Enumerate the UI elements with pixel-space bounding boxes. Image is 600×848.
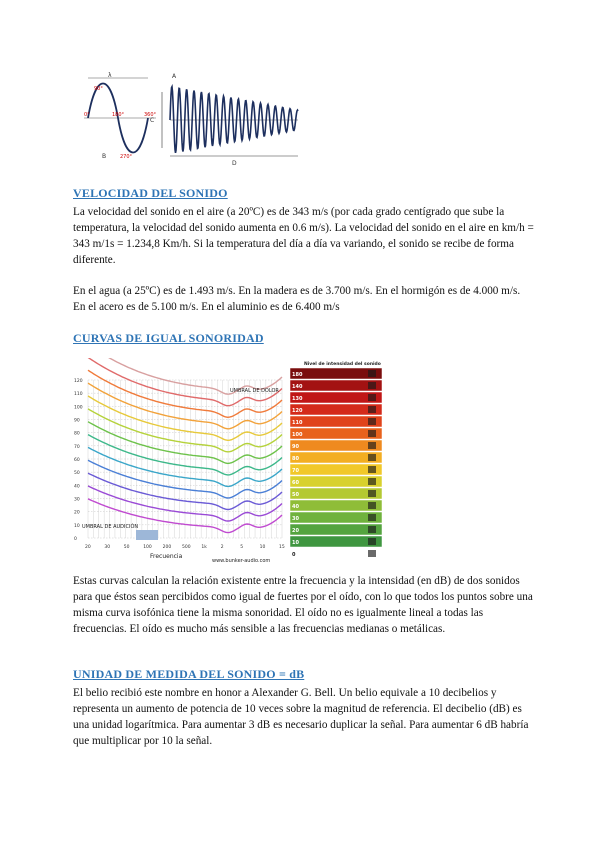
db-row-icon [368,526,376,533]
y-tick-label: 50 [74,471,80,477]
x-tick-label: 100 [143,545,152,550]
wave-label-c: C [150,117,155,124]
db-row-icon [368,370,376,377]
db-row-value: 20 [292,528,299,534]
x-tick-label: 15 [279,545,285,550]
db-row-value: 30 [292,516,299,522]
y-tick-label: 120 [74,379,83,384]
paragraph-curves: Estas curvas calculan la relación existente entre la frecuencia y la intensidad (en dB) de dos sonidos para que éstos sean percibidos como igual de fuertes por el oído, con lo que todos los puntos sobre una misma curva isofónica tiene la misma sonoridad. El oído no es igualmente lineal a todas las frecuencias. El oído es mucho más sensible a las frecuencias medianas o metálicas. [73,575,533,635]
y-tick-label: 100 [74,405,83,411]
y-tick-label: 110 [74,392,83,398]
wave-label-90: 90° [94,86,103,92]
db-row-icon [368,514,376,521]
db-row-icon [368,430,376,437]
wave-label-d: D [232,160,237,167]
db-row-value: 40 [292,504,299,510]
db-row-value: 0 [292,552,296,558]
x-tick-label: 50 [123,545,130,550]
x-tick-label: 200 [162,545,172,550]
audio-logo [136,530,158,540]
db-row-icon [368,490,376,497]
section-heading-curves: CURVAS DE IGUAL SONORIDAD [73,331,264,345]
db-row-icon [368,478,376,485]
y-tick-label: 70 [74,444,80,450]
db-row-value: 100 [292,432,303,438]
wave-label-0: 0° [84,112,90,118]
y-tick-label: 80 [74,431,80,437]
section-heading-velocity: VELOCIDAD DEL SONIDO [73,186,228,200]
x-tick-label: 10 [259,545,266,550]
x-tick-label: 2 [220,545,224,550]
y-tick-label: 20 [74,510,80,516]
y-tick-label: 0 [74,537,77,542]
db-row-icon [368,394,376,401]
watermark: www.bunker-audio.com [212,558,271,564]
db-row-icon [368,466,376,473]
y-tick-label: 60 [74,458,80,463]
x-axis-label: Frecuencia [150,553,183,560]
wave-label-a: A [172,73,177,80]
db-row-icon [368,538,376,545]
db-row-icon [368,382,376,389]
db-row-icon [368,454,376,461]
db-row-value: 10 [292,540,299,546]
db-row-value: 60 [292,480,299,486]
paragraph-velocity-air: La velocidad del sonido en el aire (a 20ºC) es de 343 m/s (por cada grado centígrado que sube la temperatura, la velocidad del sonido aumenta en 0.6 m/s). La velocidad del sonido en el aire en km/h = 343 m/1s = 1.234,8 Km/h. Si la temperatura del día a día va variando, el sonido se recibe de forma diferente. [73,206,534,266]
threshold-hearing-label: UMBRAL DE AUDICIÓN [82,524,139,530]
y-tick-label: 90 [74,418,80,424]
db-row-icon [368,418,376,425]
db-row-icon [368,550,376,557]
y-tick-label: 30 [74,497,80,503]
db-row-value: 80 [292,456,299,462]
db-intensity-table [288,358,384,564]
x-tick-label: 20 [85,545,91,550]
y-tick-label: 40 [74,484,80,490]
db-row-value: 50 [292,492,299,498]
sound-wave-figure [80,70,302,168]
db-row-value: 180 [292,372,303,378]
wave-label-360: 360° [144,112,157,118]
y-tick-label: 10 [74,523,80,529]
paragraph-db: El belio recibió este nombre en honor a Alexander G. Bell. Un belio equivale a 10 decibelios y representa un aumento de potencia de 10 veces sobre la magnitud de referencia. El decibelio (dB) es una unidad logarítmica. Para aumentar 3 dB es necesario duplicar la señal. Para aumentar 6 dB habría que multiplicar por 10 la señal. [73,687,529,747]
paragraph-velocity-materials: En el agua (a 25ºC) es de 1.493 m/s. En la madera es de 3.700 m/s. En el hormigón es de 4.000 m/s. En el acero es de 5.100 m/s. En el aluminio es de 6.400 m/s [73,285,521,313]
x-tick-label: 30 [104,545,111,550]
x-tick-label: 5 [240,545,244,550]
db-row-value: 140 [292,384,303,390]
db-table-title: Nivel de intensidad del sonido [304,362,381,367]
x-tick-label: 500 [182,545,191,550]
wave-label-b: B [102,153,107,160]
db-row-icon [368,442,376,449]
equal-loudness-curves-chart [72,358,290,566]
wave-label-270: 270° [120,154,133,160]
threshold-pain-label: UMBRAL DE DOLOR [230,388,279,394]
x-tick-label: 1k [201,545,207,550]
section-heading-db: UNIDAD DE MEDIDA DEL SONIDO = dB [73,667,305,681]
db-row-icon [368,406,376,413]
db-row-value: 130 [292,396,303,402]
db-row-icon [368,502,376,509]
wave-label-180: 180° [112,112,125,118]
db-row-value: 120 [292,408,303,414]
wave-label-lambda: λ [108,72,112,79]
db-row-value: 90 [292,444,299,450]
db-row-value: 110 [292,420,303,426]
db-row-value: 70 [292,468,299,474]
